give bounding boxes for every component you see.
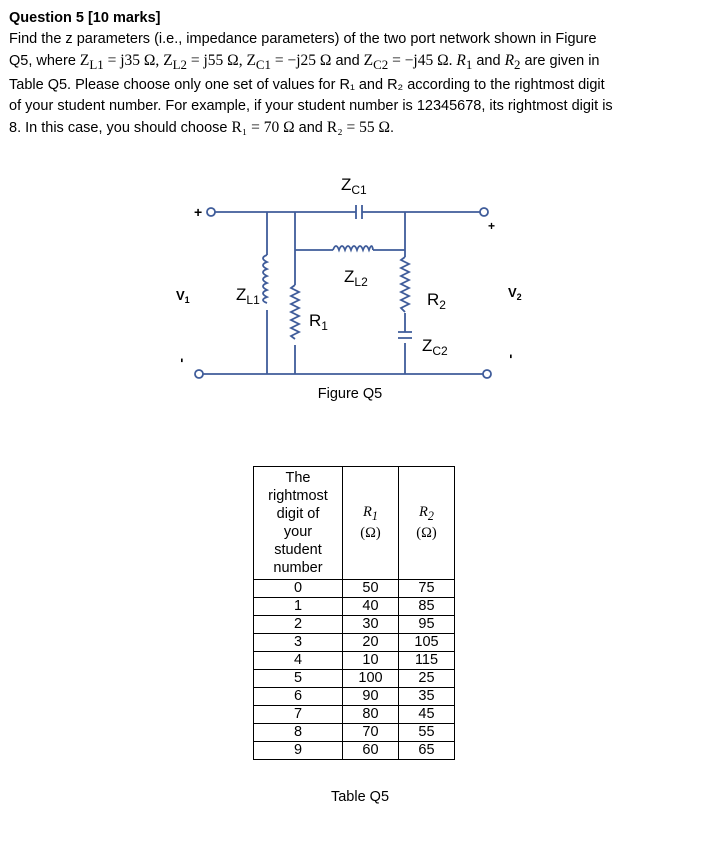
v2-label: $V_2$ <box>508 285 522 302</box>
digit-cell: 7 <box>254 706 343 724</box>
table-row <box>254 742 455 760</box>
r2-resistor <box>401 257 409 312</box>
digit-cell: 3 <box>254 634 343 652</box>
r2-cell: 65 <box>399 742 455 760</box>
r2-cell: 35 <box>399 688 455 706</box>
digit-cell: 5 <box>254 670 343 688</box>
table-row <box>254 670 455 688</box>
r1-cell: 10 <box>343 652 399 670</box>
r2-symbol: $R_2$ <box>504 52 521 73</box>
question-line-3: Table Q5. Please choose only one set of values for R₁ and R₂ according to the rightmost digit <box>9 77 605 94</box>
zl1-inductor <box>263 255 267 303</box>
port1-minus-terminal <box>195 370 203 378</box>
r2-cell: 115 <box>399 652 455 670</box>
digit-cell: 6 <box>254 688 343 706</box>
zl2-label: $Z_{L2}$ <box>344 267 368 289</box>
table-row <box>254 724 455 742</box>
text-fragment: 8. In this case, you should choose <box>9 120 232 137</box>
port2-minus-terminal <box>483 370 491 378</box>
header-text: number <box>273 560 323 576</box>
port2-plus-sign: + <box>488 219 496 233</box>
header-text: student <box>274 542 322 558</box>
r2-cell: 95 <box>399 616 455 634</box>
question-line-4: of your student number. For example, if your student number is 12345678, its rightmost digit is <box>9 98 613 115</box>
table-row <box>254 688 455 706</box>
digit-cell: 4 <box>254 652 343 670</box>
r1-cell: 90 <box>343 688 399 706</box>
zc2-expression: $Z_{C2} = -j45$ Ω. <box>363 52 457 73</box>
port1-minus-sign: - <box>175 358 191 363</box>
question-title: Question 5 [10 marks] <box>9 10 161 26</box>
text-fragment: and <box>472 53 505 69</box>
question-body <box>9 29 689 139</box>
example-r2: R₂ = 55 Ω <box>326 119 391 137</box>
zc1-capacitor <box>356 205 362 219</box>
zc1-label: $Z_{C1}$ <box>341 175 367 197</box>
table-row <box>254 616 455 634</box>
port2-minus-sign: - <box>504 354 520 359</box>
r1-cell: 60 <box>343 742 399 760</box>
question-line-2 <box>9 50 689 75</box>
r1-cell: 40 <box>343 598 399 616</box>
text-fragment: Q5, where <box>9 53 80 69</box>
port2-plus-terminal <box>480 208 488 216</box>
figure-caption: Figure Q5 <box>317 386 383 402</box>
example-r1: R₁ = 70 Ω <box>231 119 295 137</box>
header-text: your <box>283 524 313 540</box>
zc1-expression: $Z_{C1} = -j25$ Ω <box>246 52 332 73</box>
r1-cell: 20 <box>343 634 399 652</box>
header-r2: $R_2$ (Ω) <box>399 467 455 580</box>
r1-cell: 50 <box>343 580 399 598</box>
table-caption: Table Q5 <box>330 789 390 805</box>
zl2-expression: $Z_{L2} = j55$ Ω, <box>163 52 247 73</box>
text-fragment: and <box>331 53 364 69</box>
digit-cell: 9 <box>254 742 343 760</box>
zl2-inductor <box>333 246 373 250</box>
header-text: digit of <box>276 506 320 522</box>
r2-label: $R_2$ <box>427 290 446 312</box>
question-line-5 <box>9 117 689 139</box>
port1-plus-terminal <box>207 208 215 216</box>
header-text: The <box>285 470 311 486</box>
zl1-label: $Z_{L1}$ <box>236 285 260 307</box>
header-text: rightmost <box>268 488 328 504</box>
r2-cell: 45 <box>399 706 455 724</box>
r1-label: $R_1$ <box>309 311 328 333</box>
r1-resistor <box>291 285 299 339</box>
r2-cell: 105 <box>399 634 455 652</box>
table-row <box>254 652 455 670</box>
zl1-expression: $Z_{L1} = j35$ Ω, <box>79 52 164 73</box>
table-row <box>254 706 455 724</box>
r1-symbol: $R_1$ <box>456 52 473 73</box>
zc2-capacitor <box>398 332 412 338</box>
r1-cell: 30 <box>343 616 399 634</box>
r1-cell: 80 <box>343 706 399 724</box>
digit-cell: 1 <box>254 598 343 616</box>
r2-cell: 85 <box>399 598 455 616</box>
table-header-row <box>254 467 455 580</box>
header-r1: $R_1$ (Ω) <box>343 467 399 580</box>
text-fragment: . <box>390 120 395 137</box>
header-digit <box>254 467 343 580</box>
text-fragment: are given in <box>520 53 600 69</box>
zc2-label: $Z_{C2}$ <box>422 336 448 358</box>
text-fragment: and <box>294 120 327 137</box>
r2-cell: 55 <box>399 724 455 742</box>
question-line-1: Find the z parameters (i.e., impedance parameters) of the two port network shown in Figure <box>9 31 597 47</box>
digit-cell: 0 <box>254 580 343 598</box>
port1-plus-sign: + <box>194 204 203 220</box>
v1-label: $V_1$ <box>176 288 190 305</box>
r2-cell: 25 <box>399 670 455 688</box>
circuit-diagram <box>160 160 540 400</box>
table-row <box>254 634 455 652</box>
digit-cell: 2 <box>254 616 343 634</box>
table-row <box>254 598 455 616</box>
digit-cell: 8 <box>254 724 343 742</box>
values-table <box>253 466 455 760</box>
r1-cell: 100 <box>343 670 399 688</box>
r1-cell: 70 <box>343 724 399 742</box>
r2-cell: 75 <box>399 580 455 598</box>
table-row <box>254 580 455 598</box>
